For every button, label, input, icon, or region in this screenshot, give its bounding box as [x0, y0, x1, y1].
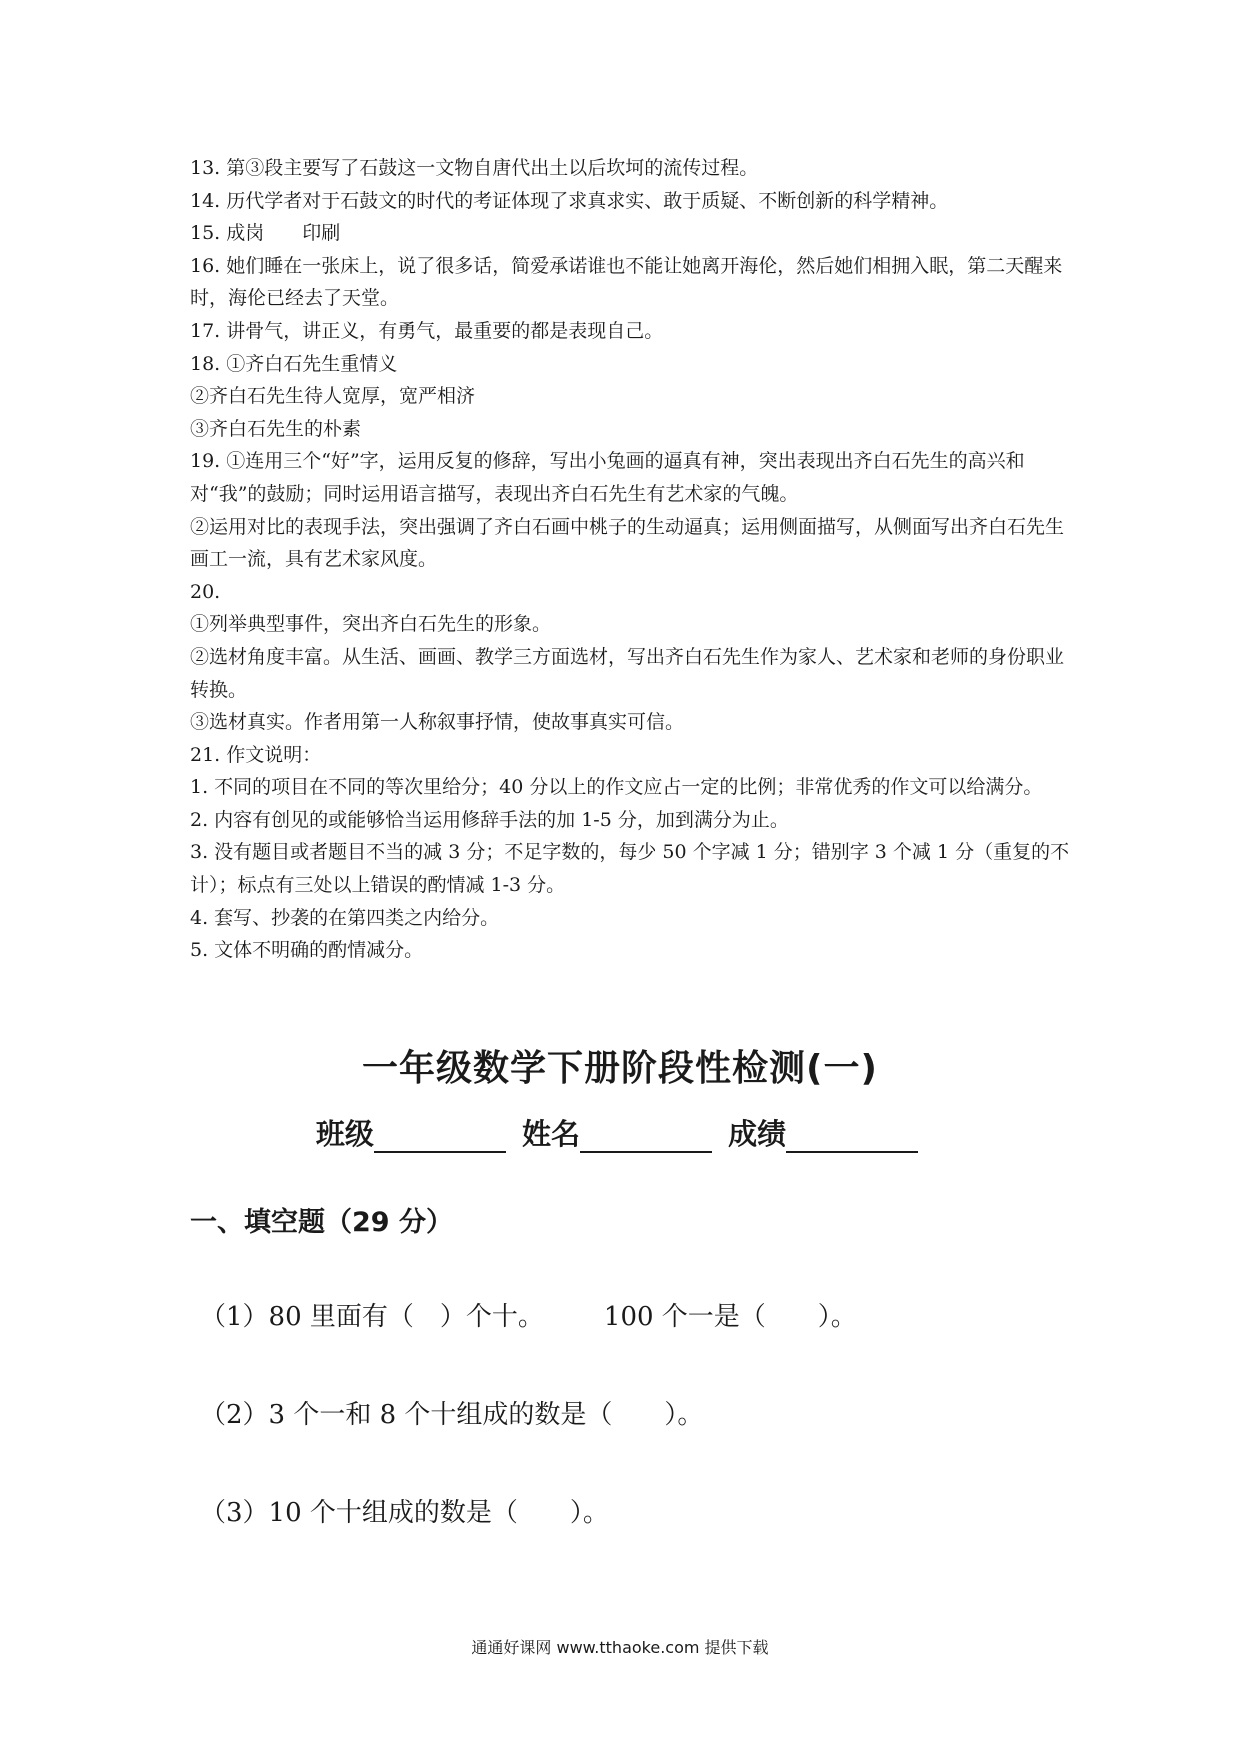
answer-line: ②选材角度丰富。从生活、画画、教学三方面选材，写出齐白石先生作为家人、艺术家和老师的身份职业转换。 — [190, 645, 1065, 701]
answer-line: 16. 她们睡在一张床上，说了很多话，简爱承诺谁也不能让她离开海伦，然后她们相拥入眠，第二天醒来时，海伦已经去了天堂。 — [190, 254, 1063, 310]
section-heading: 一、填空题（29 分） — [190, 1207, 453, 1238]
question-1 — [200, 1296, 857, 1333]
student-info-row — [0, 1112, 1240, 1153]
answer-line: 14. 历代学者对于石鼓文的时代的考证体现了求真求实、敢于质疑、不断创新的科学精神。 — [190, 189, 949, 212]
answer-line: 5. 文体不明确的酌情减分。 — [190, 939, 424, 962]
question-2: （2）3 个一和 8 个十组成的数是（ ）。 — [200, 1400, 704, 1430]
answer-line: ②运用对比的表现手法，突出强调了齐白石画中桃子的生动逼真；运用侧面描写，从侧面写出齐白石先生画工一流，具有艺术家风度。 — [190, 515, 1065, 571]
answer-line: 17. 讲骨气，讲正义，有勇气，最重要的都是表现自己。 — [190, 319, 664, 342]
answer-line: 18. ①齐白石先生重情义 — [190, 352, 398, 375]
answer-line: ③齐白石先生的朴素 — [190, 417, 362, 440]
answer-line: 13. 第③段主要写了石鼓这一文物自唐代出土以后坎坷的流传过程。 — [190, 157, 759, 179]
answer-line: 15. 成岗 印刷 — [190, 222, 341, 245]
answer-line: 4. 套写、抄袭的在第四类之内给分。 — [190, 906, 500, 929]
answer-line: 21. 作文说明： — [190, 743, 322, 766]
footer: 通通好课网 www.tthaoke.com 提供下载 — [471, 1638, 769, 1657]
class-blank — [374, 1121, 506, 1153]
question-1a: （1）80 里面有（ ）个十。 — [200, 1302, 544, 1332]
class-label: 班级 — [315, 1117, 374, 1151]
question-1b: 100 个一是（ ）。 — [603, 1302, 857, 1332]
answer-key — [190, 152, 1070, 967]
exam-title: 一年级数学下册阶段性检测(一) — [362, 1048, 878, 1089]
answer-line: 2. 内容有创见的或能够恰当运用修辞手法的加 1-5 分，加到满分为止。 — [190, 808, 789, 831]
answer-line: ①列举典型事件，突出齐白石先生的形象。 — [190, 613, 552, 636]
name-label: 姓名 — [521, 1117, 580, 1151]
answer-line: ③选材真实。作者用第一人称叙事抒情，使故事真实可信。 — [190, 711, 685, 734]
answer-line: 1. 不同的项目在不同的等次里给分；40 分以上的作文应占一定的比例；非常优秀的作文可以给满分。 — [190, 776, 1043, 799]
question-3: （3）10 个十组成的数是（ ）。 — [200, 1498, 609, 1528]
answer-line: 3. 没有题目或者题目不当的减 3 分；不足字数的，每少 50 个字减 1 分；错别字 3 个减 1 分（重复的不计）；标点有三处以上错误的酌情减 1-3 分。 — [190, 841, 1070, 897]
name-blank — [580, 1121, 712, 1153]
answer-line: ②齐白石先生待人宽厚，宽严相济 — [190, 385, 476, 408]
score-blank — [786, 1121, 918, 1153]
score-label: 成绩 — [728, 1117, 787, 1151]
answer-line: 20. — [190, 580, 221, 603]
answer-line: 19. ①连用三个“好”字，运用反复的修辞，写出小兔画的逼真有神，突出表现出齐白石先生的高兴和对“我”的鼓励；同时运用语言描写，表现出齐白石先生有艺术家的气魄。 — [190, 450, 1025, 505]
